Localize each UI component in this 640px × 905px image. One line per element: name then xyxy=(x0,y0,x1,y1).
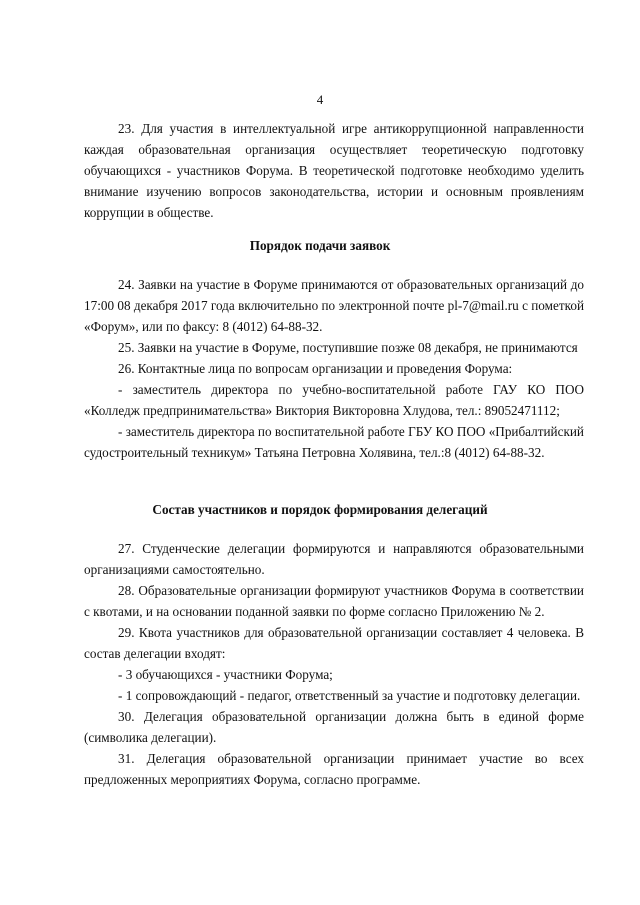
heading-delegations: Состав участников и порядок формирования делегаций xyxy=(152,502,488,517)
delegation-item-2: - 1 сопровождающий - педагог, ответственный за участие и подготовку делегации. xyxy=(118,688,581,703)
paragraph-31: 31. Делегация образовательной организации принимает участие во всех предложенных мероприятиях Форума, согласно программе. xyxy=(84,751,584,787)
paragraph-28: 28. Образовательные организации формируют участников Форума в соответствии с квотами, и на основании поданной заявки по форме согласно Приложению № 2. xyxy=(84,583,584,619)
paragraph-30: 30. Делегация образовательной организации должна быть в единой форме (символика делегации). xyxy=(84,709,584,745)
delegation-item-1: - 3 обучающихся - участники Форума; xyxy=(118,667,333,682)
paragraph-27: 27. Студенческие делегации формируются и направляются образовательными организациями самостоятельно. xyxy=(84,541,584,577)
section-applications xyxy=(84,274,584,463)
paragraph-29: 29. Квота участников для образовательной организации составляет 4 человека. В состав делегации входят: xyxy=(84,625,584,661)
contact-1: - заместитель директора по учебно-воспитательной работе ГАУ КО ПОО «Колледж предпринимательства» Виктория Викторовна Хлудова, тел.: 89052471112; xyxy=(84,382,584,418)
section-delegations xyxy=(84,538,584,790)
paragraph-24: 24. Заявки на участие в Форуме принимаются от образовательных организаций до 17:00 08 декабря 2017 года включительно по электронной почте pl-7@mail.ru с пометкой «Форум», или по факсу: 8 (4012) 64-88-32. xyxy=(84,277,584,334)
section-theory xyxy=(84,118,584,223)
paragraph-25: 25. Заявки на участие в Форуме, поступившие позже 08 декабря, не принимаются xyxy=(118,340,578,355)
heading-applications: Порядок подачи заявок xyxy=(249,238,391,253)
contact-2: - заместитель директора по воспитательной работе ГБУ КО ПОО «Прибалтийский судостроительный техникум» Татьяна Петровна Холявина, тел.:8 (4012) 64-88-32. xyxy=(84,424,584,460)
page-number: 4 xyxy=(316,92,324,107)
paragraph-23: 23. Для участия в интеллектуальной игре антикоррупционной направленности каждая образовательная организация осуществляет теоретическую подготовку обучающихся - участников Форума. В теоретической подготовке необходимо уделить внимание изучению вопросов законодательства, истории и основным проявлениям коррупции в обществе. xyxy=(84,121,584,220)
paragraph-26: 26. Контактные лица по вопросам организации и проведения Форума: xyxy=(118,361,513,376)
